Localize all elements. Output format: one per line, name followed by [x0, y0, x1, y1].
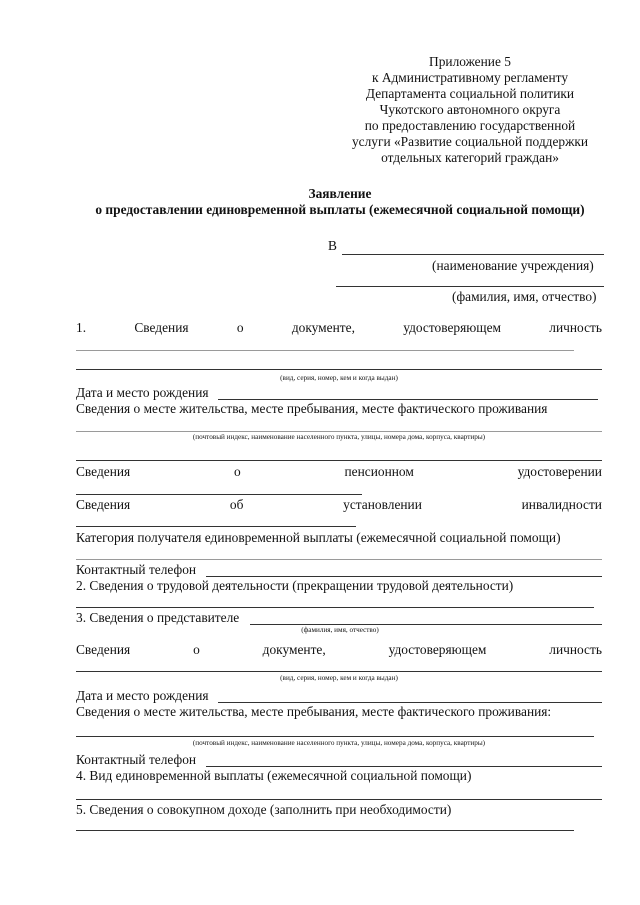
- representative-phone-field[interactable]: [206, 766, 602, 767]
- residence-field-2[interactable]: [76, 460, 602, 461]
- word: Сведения: [134, 320, 189, 335]
- representative-residence-field[interactable]: [76, 736, 594, 737]
- appendix-line: Приложение 5: [429, 54, 511, 69]
- representative-birth-field[interactable]: [218, 702, 602, 703]
- payment-type-field[interactable]: [76, 799, 602, 800]
- word: удостоверяющем: [403, 320, 501, 335]
- section2-label: 2. Сведения о трудовой деятельности (прекращении трудовой деятельности): [76, 578, 514, 593]
- representative-address-hint: (почтовый индекс, наименование населенного пункта, улицы, номера дома, корпуса, квартиры): [192, 739, 486, 747]
- representative-birth-label: Дата и место рождения: [76, 688, 209, 703]
- word: о: [236, 320, 244, 335]
- birth-label: Дата и место рождения: [76, 385, 209, 400]
- appendix-line: отдельных категорий граждан»: [381, 150, 559, 165]
- identity-doc-hint: (вид, серия, номер, кем и когда выдан): [280, 374, 398, 382]
- representative-doc-field[interactable]: [76, 671, 602, 672]
- income-field[interactable]: [76, 830, 574, 831]
- word: Сведения: [76, 464, 131, 479]
- section5-label: 5. Сведения о совокупном доходе (заполнить при необходимости): [76, 802, 452, 817]
- fio-field[interactable]: [336, 286, 604, 287]
- category-field[interactable]: [76, 559, 602, 560]
- representative-fio-hint: (фамилия, имя, отчество): [301, 626, 379, 634]
- phone-label: Контактный телефон: [76, 562, 197, 577]
- appendix-line: услуги «Развитие социальной поддержки: [351, 134, 589, 149]
- employment-field[interactable]: [76, 607, 594, 608]
- phone-field[interactable]: [206, 576, 602, 577]
- word: документе,: [262, 642, 326, 657]
- section3-doc-heading: [76, 642, 602, 658]
- to-prefix: В: [328, 238, 337, 253]
- representative-residence-label: Сведения о месте жительства, месте пребывания, месте фактического проживания:: [76, 704, 552, 719]
- section1-heading: [76, 320, 602, 336]
- appendix-line: Чукотского автономного округа: [379, 102, 561, 117]
- pension-field[interactable]: [76, 494, 362, 495]
- identity-doc-field[interactable]: [76, 350, 574, 351]
- appendix-line: к Административному регламенту: [371, 70, 569, 85]
- document-subtitle: о предоставлении единовременной выплаты (ежемесячной социальной помощи): [95, 202, 585, 217]
- fio-hint: (фамилия, имя, отчество): [452, 289, 597, 304]
- word: установлении: [343, 497, 422, 512]
- section4-label: 4. Вид единовременной выплаты (ежемесячной социальной помощи): [76, 768, 472, 783]
- section3-label: 3. Сведения о представителе: [76, 610, 240, 625]
- word: о: [193, 642, 200, 657]
- residence-label: Сведения о месте жительства, месте пребывания, месте фактического проживания: [76, 401, 548, 416]
- word: личность: [549, 320, 602, 335]
- word: о: [234, 464, 241, 479]
- category-label: Категория получателя единовременной выплаты (ежемесячной социальной помощи): [76, 530, 561, 545]
- appendix-line: по предоставлению государственной: [364, 118, 576, 133]
- word: документе,: [291, 320, 355, 335]
- word: личность: [549, 642, 602, 657]
- institution-field[interactable]: [342, 254, 604, 255]
- word: Сведения: [76, 642, 131, 657]
- word: об: [229, 497, 244, 512]
- address-hint: (почтовый индекс, наименование населенного пункта, улицы, номера дома, корпуса, квартиры): [192, 433, 486, 441]
- representative-phone-label: Контактный телефон: [76, 752, 197, 767]
- word: удостоверении: [517, 464, 602, 479]
- birth-field[interactable]: [218, 399, 598, 400]
- word: пенсионном: [344, 464, 414, 479]
- word: инвалидности: [521, 497, 602, 512]
- word: удостоверяющем: [388, 642, 487, 657]
- disability-field[interactable]: [76, 526, 356, 527]
- residence-field[interactable]: [76, 431, 602, 432]
- institution-hint: (наименование учреждения): [432, 258, 594, 273]
- identity-doc-field-2[interactable]: [76, 369, 602, 370]
- word: Сведения: [76, 497, 131, 512]
- appendix-line: Департамента социальной политики: [365, 86, 575, 101]
- disability-heading: [76, 497, 602, 513]
- representative-fio-field[interactable]: [250, 624, 602, 625]
- pension-heading: [76, 464, 602, 480]
- representative-doc-hint: (вид, серия, номер, кем и когда выдан): [280, 674, 398, 682]
- word: 1.: [76, 320, 87, 335]
- document-title: Заявление: [308, 186, 372, 201]
